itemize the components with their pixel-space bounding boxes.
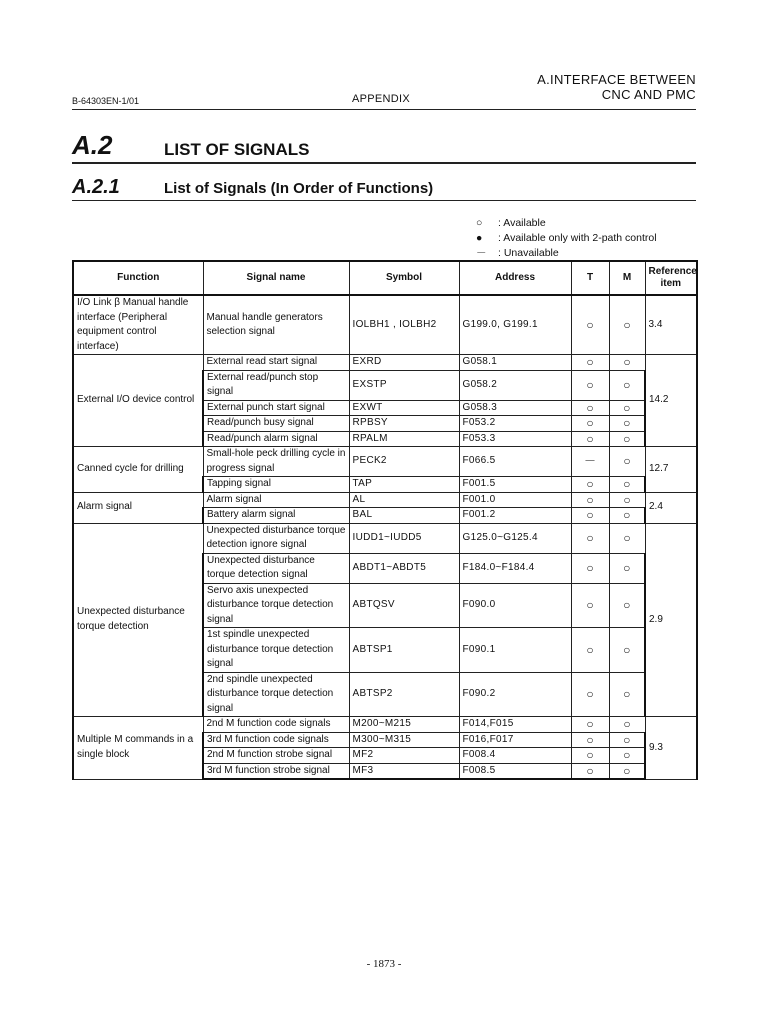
legend-symbol: ● <box>476 232 483 244</box>
symbol-cell: TAP <box>349 477 459 493</box>
availability-m-cell: ○ <box>609 628 645 673</box>
symbol-cell: IOLBH1 , IOLBH2 <box>349 295 459 355</box>
address-cell: G125.0~G125.4 <box>459 523 571 553</box>
address-cell: F001.2 <box>459 508 571 524</box>
availability-t-cell: ○ <box>571 355 609 371</box>
symbol-cell: M300~M315 <box>349 732 459 748</box>
reference-cell: 3.4 <box>645 295 697 355</box>
availability-t-cell: ○ <box>571 732 609 748</box>
table-header-row <box>73 261 697 295</box>
section-number: A.2 <box>72 130 113 160</box>
address-cell: G058.3 <box>459 400 571 416</box>
symbol-cell: EXSTP <box>349 370 459 400</box>
signal-name-cell: Small-hole peck drilling cycle in progress signal <box>203 447 349 477</box>
header-address: Address <box>459 261 571 295</box>
availability-t-cell: ○ <box>571 553 609 583</box>
address-cell: F016,F017 <box>459 732 571 748</box>
availability-t-cell: ○ <box>571 628 609 673</box>
address-cell: G058.1 <box>459 355 571 371</box>
availability-t-cell: ○ <box>571 748 609 764</box>
signal-name-cell: 2nd M function code signals <box>203 717 349 733</box>
address-cell: G199.0, G199.1 <box>459 295 571 355</box>
availability-m-cell: ○ <box>609 763 645 779</box>
reference-cell: 14.2 <box>645 355 697 447</box>
legend-item <box>476 231 657 246</box>
signal-name-cell: 3rd M function strobe signal <box>203 763 349 779</box>
signal-name-cell: Alarm signal <box>203 492 349 508</box>
address-cell: F066.5 <box>459 447 571 477</box>
page-number: - 1873 - <box>366 958 402 970</box>
address-cell: F014,F015 <box>459 717 571 733</box>
availability-t-cell: ○ <box>571 400 609 416</box>
symbol-cell: BAL <box>349 508 459 524</box>
signal-name-cell: External read/punch stop signal <box>203 370 349 400</box>
address-cell: F184.0~F184.4 <box>459 553 571 583</box>
chapter-title-line1: A.INTERFACE BETWEEN <box>537 72 696 87</box>
legend-text: : Unavailable <box>498 247 559 259</box>
chapter-title-line2: CNC AND PMC <box>601 87 696 102</box>
availability-t-cell: ○ <box>571 523 609 553</box>
header-signal-name: Signal name <box>203 261 349 295</box>
availability-t-cell: ○ <box>571 717 609 733</box>
chapter-title <box>436 72 696 102</box>
table-row <box>73 492 697 508</box>
symbol-cell: EXWT <box>349 400 459 416</box>
symbol-cell: ABDT1~ABDT5 <box>349 553 459 583</box>
availability-t-cell: ○ <box>571 431 609 447</box>
availability-m-cell: ○ <box>609 717 645 733</box>
symbol-cell: ABTSP1 <box>349 628 459 673</box>
reference-cell: 2.4 <box>645 492 697 523</box>
symbol-cell: PECK2 <box>349 447 459 477</box>
header-reference: Reference item <box>645 261 697 295</box>
address-cell: F090.0 <box>459 583 571 628</box>
doc-number: B-64303EN-1/01 <box>72 96 140 106</box>
legend-item <box>476 216 657 231</box>
signals-table <box>72 260 698 780</box>
signal-name-cell: Read/punch alarm signal <box>203 431 349 447</box>
subsection-number: A.2.1 <box>72 176 120 198</box>
availability-m-cell: ○ <box>609 355 645 371</box>
address-cell: F001.0 <box>459 492 571 508</box>
availability-m-cell: ○ <box>609 732 645 748</box>
function-cell: External I/O device control <box>73 355 203 447</box>
header-t: T <box>571 261 609 295</box>
function-cell: Unexpected disturbance torque detection <box>73 523 203 717</box>
availability-t-cell: ○ <box>571 370 609 400</box>
availability-t-cell: ○ <box>571 477 609 493</box>
availability-t-cell: ○ <box>571 583 609 628</box>
availability-m-cell: ○ <box>609 508 645 524</box>
table-row <box>73 523 697 553</box>
table-row <box>73 295 697 355</box>
availability-t-cell: － <box>571 447 609 477</box>
section-title: LIST OF SIGNALS <box>164 140 310 159</box>
address-cell: F053.2 <box>459 416 571 432</box>
address-cell: G058.2 <box>459 370 571 400</box>
availability-m-cell: ○ <box>609 748 645 764</box>
signal-name-cell: 2nd M function strobe signal <box>203 748 349 764</box>
function-cell: Canned cycle for drilling <box>73 447 203 493</box>
signal-name-cell: 1st spindle unexpected disturbance torque detection signal <box>203 628 349 673</box>
availability-t-cell: ○ <box>571 492 609 508</box>
signal-name-cell: 2nd spindle unexpected disturbance torque detection signal <box>203 672 349 717</box>
address-cell: F053.3 <box>459 431 571 447</box>
availability-m-cell: ○ <box>609 370 645 400</box>
address-cell: F090.1 <box>459 628 571 673</box>
availability-t-cell: ○ <box>571 672 609 717</box>
availability-m-cell: ○ <box>609 400 645 416</box>
availability-m-cell: ○ <box>609 583 645 628</box>
function-cell: Alarm signal <box>73 492 203 523</box>
subsection-rule <box>72 200 696 201</box>
symbol-cell: RPALM <box>349 431 459 447</box>
header-rule <box>72 109 696 110</box>
availability-m-cell: ○ <box>609 492 645 508</box>
signal-name-cell: External read start signal <box>203 355 349 371</box>
symbol-cell: AL <box>349 492 459 508</box>
section-label: APPENDIX <box>352 93 411 105</box>
availability-m-cell: ○ <box>609 553 645 583</box>
table-row <box>73 717 697 733</box>
header-function: Function <box>73 261 203 295</box>
address-cell: F008.5 <box>459 763 571 779</box>
symbol-cell: ABTQSV <box>349 583 459 628</box>
availability-t-cell: ○ <box>571 416 609 432</box>
section-rule <box>72 162 696 164</box>
signal-name-cell: Battery alarm signal <box>203 508 349 524</box>
availability-t-cell: ○ <box>571 763 609 779</box>
function-cell: I/O Link β Manual handle interface (Peripheral equipment control interface) <box>73 295 203 355</box>
header-symbol: Symbol <box>349 261 459 295</box>
availability-m-cell: ○ <box>609 295 645 355</box>
legend-item <box>476 246 657 261</box>
availability-m-cell: ○ <box>609 416 645 432</box>
address-cell: F001.5 <box>459 477 571 493</box>
signal-name-cell: Unexpected disturbance torque detection signal <box>203 553 349 583</box>
legend-text: : Available <box>498 217 546 229</box>
signal-name-cell: External punch start signal <box>203 400 349 416</box>
symbol-cell: IUDD1~IUDD5 <box>349 523 459 553</box>
subsection-title: List of Signals (In Order of Functions) <box>164 180 434 197</box>
availability-m-cell: ○ <box>609 672 645 717</box>
symbol-cell: ABTSP2 <box>349 672 459 717</box>
function-cell: Multiple M commands in a single block <box>73 717 203 780</box>
table-row <box>73 355 697 371</box>
signal-name-cell: Unexpected disturbance torque detection ignore signal <box>203 523 349 553</box>
availability-m-cell: ○ <box>609 447 645 477</box>
legend-text: : Available only with 2-path control <box>498 232 657 244</box>
symbol-cell: MF2 <box>349 748 459 764</box>
reference-cell: 9.3 <box>645 717 697 780</box>
signal-name-cell: Servo axis unexpected disturbance torque detection signal <box>203 583 349 628</box>
symbol-cell: EXRD <box>349 355 459 371</box>
signal-name-cell: Manual handle generators selection signal <box>203 295 349 355</box>
signal-name-cell: Tapping signal <box>203 477 349 493</box>
symbol-cell: M200~M215 <box>349 717 459 733</box>
legend-symbol: ○ <box>476 217 483 229</box>
availability-m-cell: ○ <box>609 477 645 493</box>
symbol-cell: MF3 <box>349 763 459 779</box>
availability-m-cell: ○ <box>609 523 645 553</box>
address-cell: F090.2 <box>459 672 571 717</box>
legend <box>476 216 657 261</box>
signal-name-cell: 3rd M function code signals <box>203 732 349 748</box>
table-row <box>73 447 697 477</box>
signal-name-cell: Read/punch busy signal <box>203 416 349 432</box>
reference-cell: 12.7 <box>645 447 697 493</box>
legend-symbol: － <box>476 247 487 259</box>
symbol-cell: RPBSY <box>349 416 459 432</box>
availability-t-cell: ○ <box>571 508 609 524</box>
availability-t-cell: ○ <box>571 295 609 355</box>
address-cell: F008.4 <box>459 748 571 764</box>
availability-m-cell: ○ <box>609 431 645 447</box>
header-m: M <box>609 261 645 295</box>
reference-cell: 2.9 <box>645 523 697 717</box>
